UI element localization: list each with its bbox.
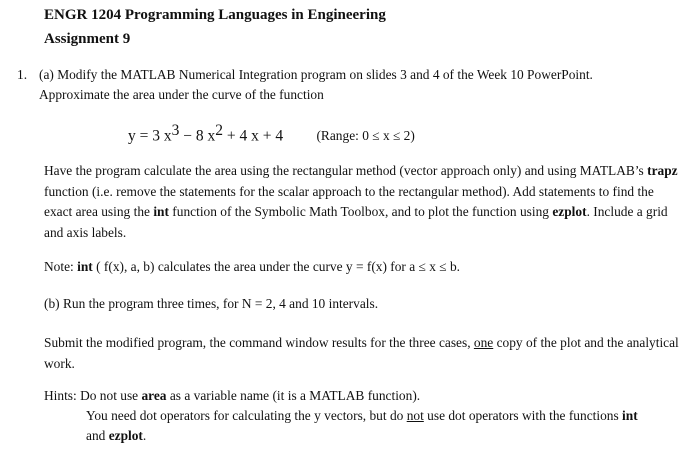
hints-text: . bbox=[142, 428, 147, 443]
note-label: Note: bbox=[44, 259, 78, 274]
course-title: ENGR 1204 Programming Languages in Engineering bbox=[44, 7, 386, 23]
part-a-line2: Approximate the area under the curve of the function bbox=[39, 87, 324, 102]
equation bbox=[128, 122, 415, 145]
hints-text: Hints: Do not use bbox=[44, 388, 142, 403]
submit-underline-one: one bbox=[473, 335, 494, 350]
equation-tail: + 4 x + 4 bbox=[223, 127, 284, 145]
submit-text: copy of the plot and the analytical work. bbox=[44, 335, 679, 371]
equation-lhs: y = 3 x bbox=[128, 127, 172, 145]
equation-exp-2: 2 bbox=[215, 122, 223, 139]
hints-text: as a variable name (it is a MATLAB function). bbox=[166, 388, 421, 403]
hints-bold-area: area bbox=[141, 388, 167, 403]
submit-text: Submit the modified program, the command window results for the three cases, bbox=[44, 335, 474, 350]
equation-range: (Range: 0 ≤ x ≤ 2) bbox=[316, 128, 415, 144]
hints-text: You need dot operators for calculating the y vectors, but do bbox=[86, 408, 407, 423]
hints-line2 bbox=[86, 408, 638, 424]
part-b: (b) Run the program three times, for N = 2, 4 and 10 intervals. bbox=[44, 296, 379, 311]
hints-text: use dot operators with the functions bbox=[423, 408, 623, 423]
part-a-line1: (a) Modify the MATLAB Numerical Integration program on slides 3 and 4 of the Week 10 PowerPoint. bbox=[39, 67, 593, 82]
hints-bold-ezplot: ezplot bbox=[108, 428, 143, 443]
submit-paragraph bbox=[44, 333, 684, 374]
note-bold-int: int bbox=[77, 259, 93, 274]
note-text: ( f(x), a, b) calculates the area under the curve y = f(x) for a ≤ x ≤ b. bbox=[92, 259, 461, 274]
para-text: Have the program calculate the area using the rectangular method (vector approach only) and using MATLAB’s bbox=[44, 163, 648, 178]
para-text: . Include a grid and axis labels. bbox=[44, 204, 668, 240]
equation-mid: − 8 x bbox=[179, 127, 216, 145]
hints-line1 bbox=[44, 388, 420, 404]
para-bold-ezplot: ezplot bbox=[552, 204, 587, 219]
question-number: 1. bbox=[17, 67, 28, 82]
note-line bbox=[44, 259, 460, 275]
para-text: function of the Symbolic Math Toolbox, and to plot the function using bbox=[168, 204, 553, 219]
instructions-paragraph bbox=[44, 161, 684, 243]
para-text: function (i.e. remove the statements for the scalar approach to the rectangular method). Add statements to find the exact area using the bbox=[44, 183, 654, 219]
para-bold-trapz: trapz bbox=[647, 163, 678, 178]
hints-bold-int: int bbox=[622, 408, 638, 423]
hints-line3 bbox=[86, 428, 146, 444]
hints-text: and bbox=[86, 428, 109, 443]
equation-exp-3: 3 bbox=[171, 122, 180, 139]
hints-underline-not: not bbox=[406, 408, 424, 423]
assignment-title: Assignment 9 bbox=[44, 31, 131, 47]
para-bold-int: int bbox=[153, 204, 169, 219]
